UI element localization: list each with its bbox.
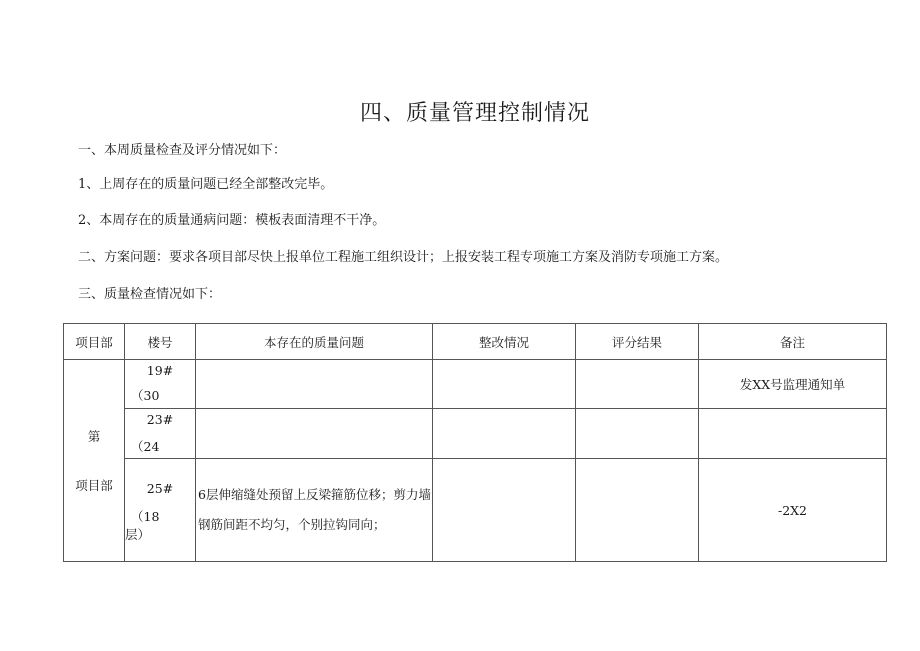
section-inspection-details: 三、质量检查情况如下： <box>78 287 222 302</box>
remark-cell: -2X2 <box>699 459 887 562</box>
issue-cell <box>196 360 433 409</box>
building-floors-suffix: 层） <box>125 527 151 542</box>
header-building: 楼号 <box>125 324 196 360</box>
issue-cell: 6层伸缩缝处预留上反梁箍筋位移；剪力墙钢筋间距不均匀，个别拉钩同向； <box>196 459 433 562</box>
building-cell <box>125 409 196 459</box>
header-rectification: 整改情况 <box>433 324 576 360</box>
item-this-week-issues: 2、本周存在的质量通病问题：模板表面清理不干净。 <box>78 213 386 228</box>
page-title: 四、质量管理控制情况 <box>359 101 590 126</box>
table-row <box>64 409 887 459</box>
building-number: 25# <box>146 481 174 496</box>
dept-label-line1: 第 <box>87 429 101 444</box>
table-row <box>64 360 887 409</box>
dept-cell <box>64 360 125 562</box>
header-score: 评分结果 <box>576 324 699 360</box>
rectify-cell <box>433 360 576 409</box>
quality-inspection-table <box>63 323 887 562</box>
section-plan-issues: 二、方案问题：要求各项目部尽快上报单位工程施工组织设计；上报安装工程专项施工方案及消防专项施工方案。 <box>78 250 729 265</box>
building-floors: （18 <box>131 509 160 524</box>
score-cell <box>576 459 699 562</box>
remark-cell: 发XX号监理通知单 <box>699 360 887 409</box>
dept-label-line2: 项目部 <box>75 478 113 493</box>
issue-cell <box>196 409 433 459</box>
building-cell <box>125 459 196 562</box>
section-weekly-inspection: 一、本周质量检查及评分情况如下： <box>78 143 287 158</box>
building-number: 19# <box>146 363 174 378</box>
remark-cell <box>699 409 887 459</box>
header-dept: 项目部 <box>64 324 125 360</box>
table-header-row <box>64 324 887 360</box>
header-remarks: 备注 <box>699 324 887 360</box>
header-issues: 本存在的质量问题 <box>196 324 433 360</box>
score-cell <box>576 409 699 459</box>
item-last-week-issues: 1、上周存在的质量问题已经全部整改完毕。 <box>78 177 334 192</box>
rectify-cell <box>433 409 576 459</box>
score-cell <box>576 360 699 409</box>
table-row <box>64 459 887 562</box>
building-floors: （30 <box>131 388 160 403</box>
rectify-cell <box>433 459 576 562</box>
building-number: 23# <box>146 412 174 427</box>
building-floors: （24 <box>131 439 160 454</box>
building-cell <box>125 360 196 409</box>
